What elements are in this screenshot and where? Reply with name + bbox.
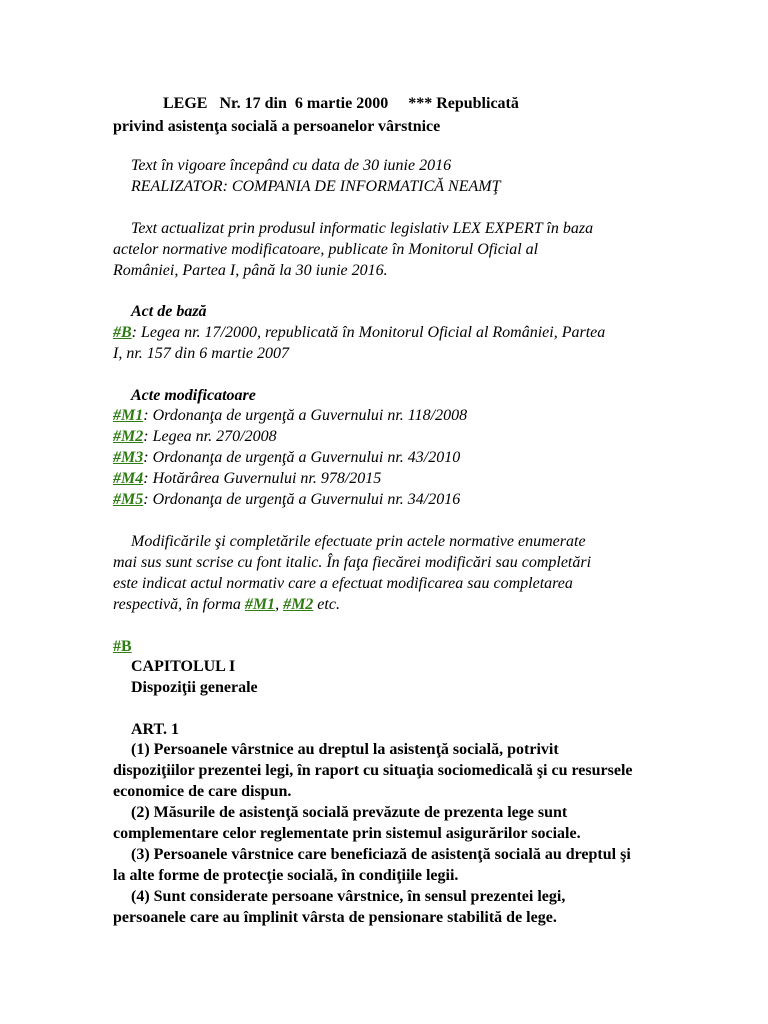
amending-act-item <box>113 469 381 489</box>
amending-act-text: : Ordonanţa de urgenţă a Guvernului nr. 43/2010 <box>143 449 461 466</box>
amending-act-item <box>113 490 460 510</box>
article-paragraph-line: (4) Sunt considerate persoane vârstnice, în sensul prezentei legi, <box>131 888 566 905</box>
update-note-line: actelor normative modificatoare, publicate în Monitorul Oficial al <box>113 241 539 258</box>
tag-link-m1-inline[interactable]: #M1 <box>244 596 276 613</box>
tag-link-m5[interactable]: #M5 <box>113 491 144 508</box>
article-paragraph-line: (3) Persoanele vârstnice care beneficiază de asistenţă socială au dreptul şi <box>131 846 631 863</box>
law-title: LEGE Nr. 17 din 6 martie 2000 *** Republicată <box>163 95 519 112</box>
tag-link-m1[interactable]: #M1 <box>113 407 144 424</box>
amending-act-text: : Ordonanţa de urgenţă a Guvernului nr. 34/2016 <box>143 491 461 508</box>
article-paragraph-line: economice de care dispun. <box>113 783 292 800</box>
modifications-note-line <box>113 595 340 615</box>
amending-act-item <box>113 448 460 468</box>
tag-link-m2-inline[interactable]: #M2 <box>283 596 314 613</box>
amending-act-text: : Hotărârea Guvernului nr. 978/2015 <box>143 470 382 487</box>
article-paragraph-line: dispoziţiilor prezentei legi, în raport cu situaţia sociomedicală şi cu resursele <box>113 762 633 779</box>
modifications-note-line: mai sus sunt scrise cu font italic. În faţa fiecărei modificări sau completări <box>113 554 592 571</box>
base-act-heading: Act de bază <box>131 303 207 320</box>
amending-act-text: : Ordonanţa de urgenţă a Guvernului nr. 118/2008 <box>143 407 468 424</box>
tag-link-m4[interactable]: #M4 <box>113 470 144 487</box>
article-paragraph-line: (2) Măsurile de asistenţă socială prevăzute de prezenta lege sunt <box>131 804 568 821</box>
modifications-note-end: etc. <box>313 596 340 613</box>
article-paragraph-line: (1) Persoanele vârstnice au dreptul la asistenţă socială, potrivit <box>131 741 559 758</box>
amending-acts-heading: Acte modificatoare <box>131 387 256 404</box>
tag-link-m2[interactable]: #M2 <box>113 428 144 445</box>
chapter-title: CAPITOLUL I <box>131 658 236 675</box>
law-subtitle: privind asistenţa socială a persoanelor vârstnice <box>113 118 441 135</box>
author-note: REALIZATOR: COMPANIA DE INFORMATICĂ NEAMŢ <box>131 178 501 195</box>
base-act-line <box>113 323 605 343</box>
article-paragraph-line: persoanele care au împlinit vârsta de pensionare stabilită de lege. <box>113 909 557 926</box>
validity-note: Text în vigoare începând cu data de 30 iunie 2016 <box>131 157 452 174</box>
article-paragraph-line: complementare celor reglementate prin sistemul asigurărilor sociale. <box>113 825 581 842</box>
modifications-note-line: este indicat actul normativ care a efectuat modificarea sau completarea <box>113 575 573 592</box>
chapter-subtitle: Dispoziţii generale <box>131 679 258 696</box>
modifications-note-sep: , <box>275 596 284 613</box>
article-paragraph-line: la alte forme de protecţie socială, în condiţiile legii. <box>113 867 459 884</box>
tag-link-b-body[interactable]: #B <box>113 638 132 655</box>
modifications-note-text: respectivă, în forma <box>113 596 245 613</box>
modifications-note-line: Modificările şi completările efectuate prin actele normative enumerate <box>131 533 586 550</box>
amending-act-text: : Legea nr. 270/2008 <box>143 428 277 445</box>
amending-act-item <box>113 406 467 426</box>
tag-link-m3[interactable]: #M3 <box>113 449 144 466</box>
tag-link-b[interactable]: #B <box>113 324 132 341</box>
base-act-text: : Legea nr. 17/2000, republicată în Monitorul Oficial al României, Partea <box>131 324 606 341</box>
update-note-line: Text actualizat prin produsul informatic legislativ LEX EXPERT în baza <box>131 220 594 237</box>
article-title: ART. 1 <box>131 721 180 738</box>
body-tag-line <box>113 637 132 657</box>
amending-act-item <box>113 427 277 447</box>
update-note-line: României, Partea I, până la 30 iunie 2016. <box>113 262 388 279</box>
base-act-line-2: I, nr. 157 din 6 martie 2007 <box>113 345 289 362</box>
